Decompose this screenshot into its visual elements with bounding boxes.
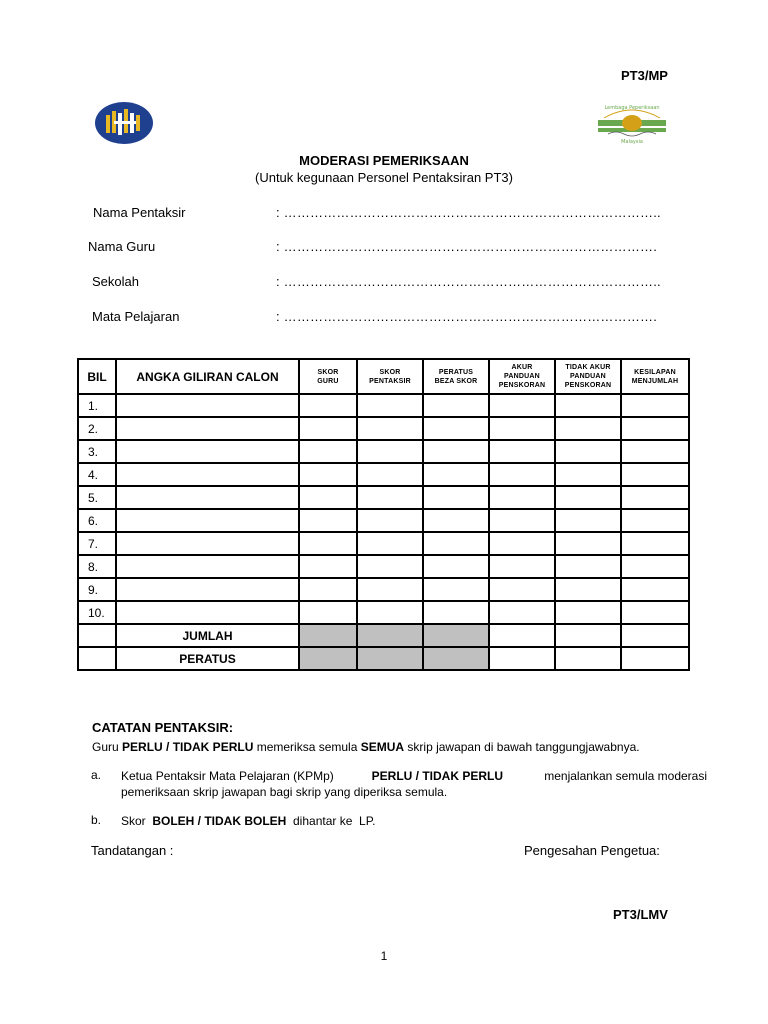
table-cell[interactable] bbox=[357, 601, 423, 624]
note-a-letter: a. bbox=[91, 768, 102, 782]
field-line-nama-pentaksir[interactable]: : ………………………………………………………………………….. bbox=[276, 205, 661, 220]
table-cell[interactable] bbox=[621, 486, 689, 509]
table-cell[interactable] bbox=[357, 440, 423, 463]
note-b-letter: b. bbox=[91, 813, 102, 827]
header-peratus-beza: PERATUS BEZA SKOR bbox=[423, 359, 489, 394]
table-cell[interactable] bbox=[116, 463, 299, 486]
table-jumlah-row bbox=[78, 624, 689, 647]
table-cell[interactable] bbox=[423, 601, 489, 624]
table-row bbox=[78, 578, 689, 601]
table-cell[interactable] bbox=[299, 509, 357, 532]
table-row bbox=[78, 486, 689, 509]
table-cell[interactable] bbox=[423, 463, 489, 486]
shaded-cell bbox=[423, 647, 489, 670]
table-cell[interactable] bbox=[299, 555, 357, 578]
table-row bbox=[78, 555, 689, 578]
field-line-sekolah[interactable]: : ………………………………………………………………………….. bbox=[276, 274, 661, 289]
table-row bbox=[78, 394, 689, 417]
table-cell[interactable] bbox=[116, 532, 299, 555]
table-cell[interactable] bbox=[555, 509, 621, 532]
table-cell bbox=[78, 624, 116, 647]
table-cell[interactable] bbox=[116, 555, 299, 578]
row-number: 2. bbox=[78, 417, 116, 440]
field-line-nama-guru[interactable]: : …………………………………………………………………………. bbox=[276, 239, 658, 254]
table-cell[interactable] bbox=[357, 532, 423, 555]
table-cell[interactable] bbox=[555, 578, 621, 601]
table-cell[interactable] bbox=[489, 486, 555, 509]
table-cell[interactable] bbox=[621, 601, 689, 624]
table-row bbox=[78, 463, 689, 486]
table-cell[interactable] bbox=[299, 440, 357, 463]
table-cell[interactable] bbox=[116, 601, 299, 624]
table-cell[interactable] bbox=[116, 394, 299, 417]
table-cell[interactable] bbox=[357, 417, 423, 440]
table-cell[interactable] bbox=[555, 647, 621, 670]
table-cell[interactable] bbox=[357, 394, 423, 417]
table-cell[interactable] bbox=[621, 578, 689, 601]
table-cell[interactable] bbox=[299, 394, 357, 417]
peratus-label: PERATUS bbox=[116, 647, 299, 670]
table-cell[interactable] bbox=[357, 509, 423, 532]
notes-title: CATATAN PENTAKSIR: bbox=[92, 720, 234, 735]
table-cell[interactable] bbox=[299, 463, 357, 486]
table-cell[interactable] bbox=[299, 417, 357, 440]
table-peratus-row bbox=[78, 647, 689, 670]
document-subtitle: (Untuk kegunaan Personel Pentaksiran PT3) bbox=[255, 170, 513, 185]
table-cell[interactable] bbox=[423, 532, 489, 555]
form-code-bottom: PT3/LMV bbox=[613, 907, 668, 922]
row-number: 7. bbox=[78, 532, 116, 555]
row-number: 1. bbox=[78, 394, 116, 417]
table-cell[interactable] bbox=[555, 601, 621, 624]
header-skor-guru: SKOR GURU bbox=[299, 359, 357, 394]
field-label-nama-pentaksir: Nama Pentaksir bbox=[93, 205, 186, 220]
table-cell[interactable] bbox=[299, 486, 357, 509]
table-cell[interactable] bbox=[489, 532, 555, 555]
note-a-line-2: pemeriksaan skrip jawapan bagi skrip yang diperiksa semula. bbox=[121, 785, 448, 799]
examination-board-logo bbox=[594, 100, 670, 146]
table-cell[interactable] bbox=[555, 624, 621, 647]
table-cell[interactable] bbox=[621, 647, 689, 670]
table-cell[interactable] bbox=[621, 624, 689, 647]
jumlah-label: JUMLAH bbox=[116, 624, 299, 647]
table-cell[interactable] bbox=[555, 486, 621, 509]
table-cell[interactable] bbox=[555, 532, 621, 555]
row-number: 10. bbox=[78, 601, 116, 624]
table-cell[interactable] bbox=[621, 555, 689, 578]
table-cell[interactable] bbox=[489, 463, 555, 486]
table-cell[interactable] bbox=[423, 394, 489, 417]
note-a-line-1: Ketua Pentaksir Mata Pelajaran (KPMp) PERLU / TIDAK PERLU menjalankan semula moderasi bbox=[121, 769, 707, 783]
table-cell[interactable] bbox=[555, 463, 621, 486]
table-cell[interactable] bbox=[116, 440, 299, 463]
table-cell[interactable] bbox=[299, 532, 357, 555]
table-cell[interactable] bbox=[423, 555, 489, 578]
table-row bbox=[78, 601, 689, 624]
table-cell[interactable] bbox=[621, 394, 689, 417]
table-cell[interactable] bbox=[423, 417, 489, 440]
row-number: 6. bbox=[78, 509, 116, 532]
table-cell[interactable] bbox=[489, 624, 555, 647]
row-number: 9. bbox=[78, 578, 116, 601]
table-cell bbox=[78, 647, 116, 670]
field-label-nama-guru: Nama Guru bbox=[88, 239, 156, 254]
table-cell[interactable] bbox=[423, 486, 489, 509]
note-a bbox=[121, 768, 707, 800]
table-cell[interactable] bbox=[423, 509, 489, 532]
header-tidak-akur: TIDAK AKUR PANDUAN PENSKORAN bbox=[555, 359, 621, 394]
table-header-row bbox=[78, 359, 689, 394]
row-number: 4. bbox=[78, 463, 116, 486]
table-cell[interactable] bbox=[299, 601, 357, 624]
header-angka-giliran: ANGKA GILIRAN CALON bbox=[116, 359, 299, 394]
header-akur-panduan: AKUR PANDUAN PENSKORAN bbox=[489, 359, 555, 394]
field-line-mata-pelajaran[interactable]: : …………………………………………………………………………. bbox=[276, 309, 658, 324]
principal-approval-label: Pengesahan Pengetua: bbox=[524, 843, 660, 858]
table-row bbox=[78, 509, 689, 532]
notes-line-1: Guru PERLU / TIDAK PERLU memeriksa semula SEMUA skrip jawapan di bawah tanggungjawabnya. bbox=[92, 740, 640, 754]
note-b: Skor BOLEH / TIDAK BOLEH dihantar ke LP. bbox=[121, 814, 376, 828]
ministry-logo bbox=[94, 101, 154, 145]
table-cell[interactable] bbox=[489, 647, 555, 670]
logo-right-bottom-text: Malaysia bbox=[621, 139, 643, 145]
table-cell[interactable] bbox=[357, 555, 423, 578]
shaded-cell bbox=[423, 624, 489, 647]
table-cell[interactable] bbox=[116, 509, 299, 532]
field-label-sekolah: Sekolah bbox=[92, 274, 139, 289]
table-cell[interactable] bbox=[621, 509, 689, 532]
table-cell[interactable] bbox=[489, 509, 555, 532]
header-skor-pentaksir: SKOR PENTAKSIR bbox=[357, 359, 423, 394]
header-bil: BIL bbox=[78, 359, 116, 394]
table-cell[interactable] bbox=[489, 578, 555, 601]
table-cell[interactable] bbox=[489, 417, 555, 440]
table-cell[interactable] bbox=[621, 440, 689, 463]
table-cell[interactable] bbox=[555, 555, 621, 578]
table-cell[interactable] bbox=[489, 555, 555, 578]
shaded-cell bbox=[299, 647, 357, 670]
signature-label: Tandatangan : bbox=[91, 843, 174, 858]
table-cell[interactable] bbox=[423, 440, 489, 463]
table-cell[interactable] bbox=[116, 417, 299, 440]
document-title: MODERASI PEMERIKSAAN bbox=[299, 153, 469, 168]
row-number: 5. bbox=[78, 486, 116, 509]
table-cell[interactable] bbox=[489, 394, 555, 417]
table-cell[interactable] bbox=[423, 578, 489, 601]
logo-right-top-text: Lembaga Peperiksaan bbox=[604, 105, 660, 111]
table-cell[interactable] bbox=[489, 440, 555, 463]
row-number: 3. bbox=[78, 440, 116, 463]
table-cell[interactable] bbox=[116, 578, 299, 601]
shaded-cell bbox=[357, 647, 423, 670]
header-kesilapan: KESILAPAN MENJUMLAH bbox=[621, 359, 689, 394]
table-cell[interactable] bbox=[116, 486, 299, 509]
row-number: 8. bbox=[78, 555, 116, 578]
table-row bbox=[78, 417, 689, 440]
shaded-cell bbox=[299, 624, 357, 647]
moderation-table bbox=[77, 358, 690, 671]
table-cell[interactable] bbox=[621, 417, 689, 440]
page-number: 1 bbox=[380, 949, 388, 963]
field-label-mata-pelajaran: Mata Pelajaran bbox=[92, 309, 180, 324]
table-row bbox=[78, 440, 689, 463]
table-cell[interactable] bbox=[357, 463, 423, 486]
table-cell[interactable] bbox=[299, 578, 357, 601]
table-cell[interactable] bbox=[357, 578, 423, 601]
table-cell[interactable] bbox=[489, 601, 555, 624]
form-code-top: PT3/MP bbox=[621, 68, 668, 83]
table-cell[interactable] bbox=[357, 486, 423, 509]
table-cell[interactable] bbox=[555, 394, 621, 417]
table-cell[interactable] bbox=[555, 417, 621, 440]
table-cell[interactable] bbox=[621, 463, 689, 486]
table-cell[interactable] bbox=[555, 440, 621, 463]
table-row bbox=[78, 532, 689, 555]
table-cell[interactable] bbox=[621, 532, 689, 555]
shaded-cell bbox=[357, 624, 423, 647]
